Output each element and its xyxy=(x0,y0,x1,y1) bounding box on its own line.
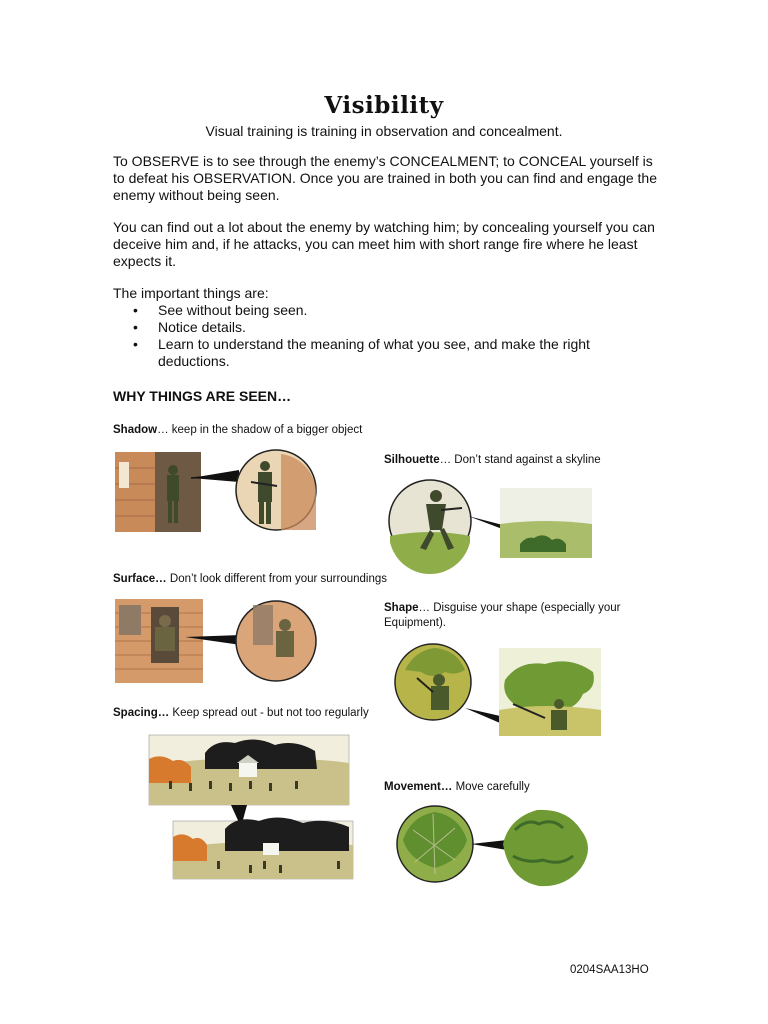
caption-term: Spacing… xyxy=(113,707,170,719)
caption-shape xyxy=(384,601,659,631)
caption-text: … Disguise your shape (especially your Equipment). xyxy=(384,602,621,629)
caption-spacing xyxy=(113,706,369,721)
list-item: • Notice details. xyxy=(113,319,658,336)
important-things-list xyxy=(113,302,658,370)
caption-text: … Don’t stand against a skyline xyxy=(439,454,601,466)
caption-term: Silhouette xyxy=(384,454,440,466)
page-subtitle: Visual training is training in observation and concealment. xyxy=(205,123,563,139)
list-item: • Learn to understand the meaning of what you see, and make the right deductions. xyxy=(113,336,658,370)
section-heading: WHY THINGS ARE SEEN… xyxy=(113,388,292,404)
caption-text: Move carefully xyxy=(452,781,530,793)
page-title: Visibility xyxy=(324,92,444,119)
caption-shadow xyxy=(113,423,362,438)
caption-silhouette xyxy=(384,453,601,468)
caption-text: Keep spread out - but not too regularly xyxy=(169,707,369,719)
caption-surface xyxy=(113,572,387,587)
surface-illustration xyxy=(113,597,318,687)
movement-illustration xyxy=(395,800,600,890)
important-things-intro: The important things are: xyxy=(113,285,269,301)
shadow-illustration xyxy=(113,448,318,538)
caption-term: Movement… xyxy=(384,781,453,793)
caption-text: … keep in the shadow of a bigger object xyxy=(157,424,363,436)
caption-term: Shape xyxy=(384,602,419,614)
intro-paragraph-enemy: You can find out a lot about the enemy by watching him; by concealing yourself you can deceive him and, if he attacks, you can meet him with short range fire where he least expects it. xyxy=(113,219,655,269)
intro-paragraph-observe: To OBSERVE is to see through the enemy’s CONCEALMENT; to CONCEAL yourself is to defeat his OBSERVATION. Once you are trained in both you can find and engage the enemy without being seen. xyxy=(113,153,658,203)
caption-term: Surface… xyxy=(113,573,167,585)
spacing-illustration xyxy=(147,733,357,881)
caption-movement xyxy=(384,780,530,795)
silhouette-illustration xyxy=(386,478,594,564)
shape-illustration xyxy=(395,640,603,738)
document-code: 0204SAA13HO xyxy=(570,964,649,976)
caption-text: Don’t look different from your surroundings xyxy=(166,573,388,585)
list-item: • See without being seen. xyxy=(113,302,658,319)
caption-term: Shadow xyxy=(113,424,158,436)
